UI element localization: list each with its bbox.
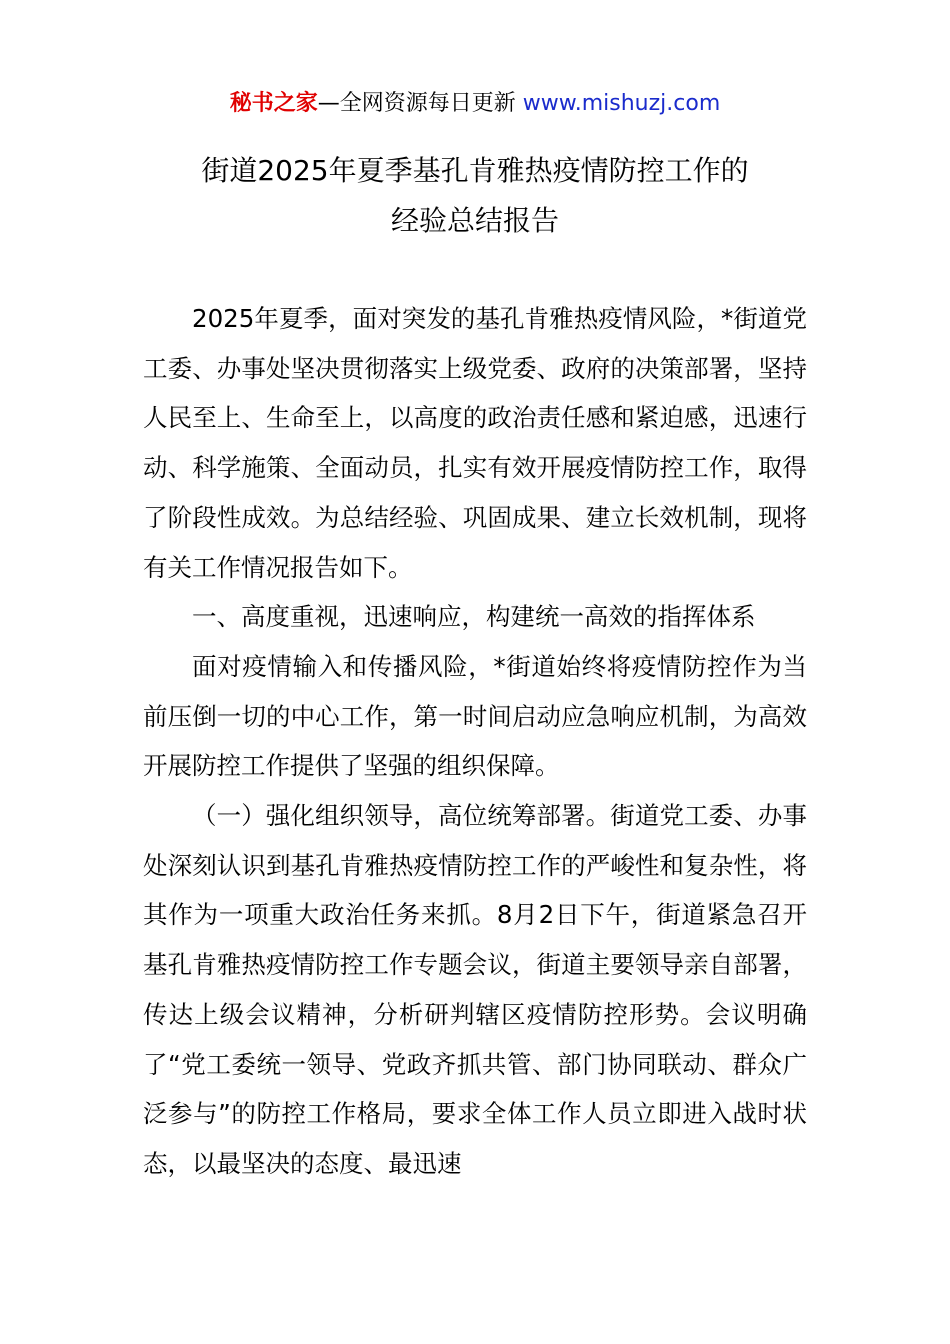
title-line-1: 街道2025年夏季基孔肯雅热疫情防控工作的 [201,154,749,187]
brand-name: 秘书之家 [229,91,318,116]
document-body [143,294,807,1189]
site-url-link[interactable]: www.mishuzj.com [522,91,721,116]
document-title [100,146,850,246]
subsection-paragraph: （一）强化组织领导，高位统筹部署。街道党工委、办事处深刻认识到基孔肯雅热疫情防控工作的严峻性和复杂性，将其作为一项重大政治任务来抓。8月2日下午，街道紧急召开基孔肯雅热疫情防控工作专题会议，街道主要领导亲自部署，传达上级会议精神，分析研判辖区疫情防控形势。会议明确了“党工委统一领导、党政齐抓共管、部门协同联动、群众广泛参与”的防控工作格局，要求全体工作人员立即进入战时状态，以最坚决的态度、最迅速 [143,801,807,1178]
header-tagline: —全网资源每日更新 [317,91,523,116]
site-header [0,88,950,120]
section-intro-paragraph: 面对疫情输入和传播风险，*街道始终将疫情防控作为当前压倒一切的中心工作，第一时间启动应急响应机制，为高效开展防控工作提供了坚强的组织保障。 [143,651,807,781]
section-heading: 一、高度重视，迅速响应，构建统一高效的指挥体系 [192,602,756,632]
title-line-2: 经验总结报告 [390,204,559,237]
intro-paragraph: 2025年夏季，面对突发的基孔肯雅热疫情风险，*街道党工委、办事处坚决贯彻落实上级党委、政府的决策部署，坚持人民至上、生命至上，以高度的政治责任感和紧迫感，迅速行动、科学施策、全面动员，扎实有效开展疫情防控工作，取得了阶段性成效。为总结经验、巩固成果、建立长效机制，现将有关工作情况报告如下。 [143,304,807,582]
